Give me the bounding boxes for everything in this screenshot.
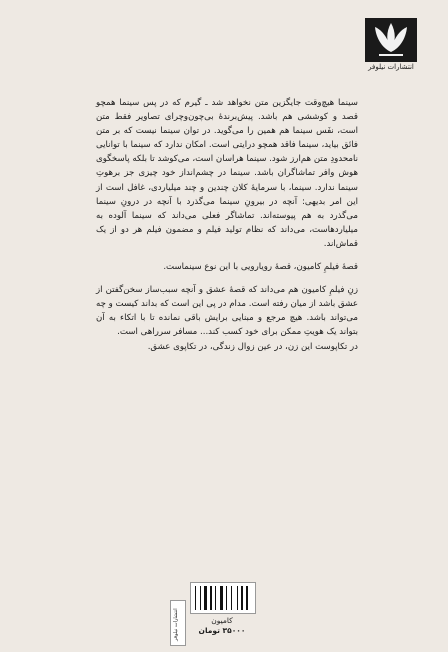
barcode-bar bbox=[226, 586, 227, 610]
back-cover-text bbox=[96, 96, 358, 354]
publisher-stamp: انتشارات نیلوفر bbox=[170, 600, 186, 646]
barcode-bar bbox=[195, 586, 196, 610]
barcode-bar bbox=[237, 586, 238, 610]
barcode bbox=[190, 582, 256, 614]
book-title: کامیون bbox=[211, 616, 233, 625]
barcode-bar bbox=[241, 586, 243, 610]
paragraph-3: زنِ فیلمِ کامیون هم می‌داند که قصهٔ عشق و آنچه سبب‌ساز سخن‌گفتن از عشق باشد از میان رفته است. مدام در پی این است که بداند کیست و چه می‌تواند باشد. هیچ مرجع و مبنایی برایش باقی نمانده تا با اتکاء به آن بتواند یک هویتِ ممکن برای خود کسب کند... مسافر سرراهی است. bbox=[96, 285, 358, 338]
barcode-bar bbox=[210, 586, 212, 610]
publisher-name: انتشارات نیلوفر bbox=[368, 63, 414, 71]
paragraph-2: قصهٔ فیلمِ کامیون، قصهٔ رویارویی با این نوع سینماست. bbox=[163, 262, 358, 273]
barcode-bar bbox=[215, 586, 216, 610]
publisher-logo bbox=[365, 18, 417, 62]
barcode-bar bbox=[220, 586, 223, 610]
price-label: ۳۵۰۰۰ تومان bbox=[198, 626, 246, 635]
barcode-bar bbox=[200, 586, 201, 610]
barcode-bar bbox=[231, 586, 232, 610]
barcode-bar bbox=[246, 586, 248, 610]
barcode-bar bbox=[204, 586, 207, 610]
lotus-flower-icon bbox=[365, 18, 417, 62]
paragraph-4: در تکاپوست این زن، در عین زوال زندگی، در تکاپوی عشق. bbox=[147, 341, 358, 352]
paragraph-1: سینما هیچ‌وقت جایگزین متن نخواهد شد ـ گیرم که در پس سینما همچو قصد و کوششی هم باشد. پیش‌برندهٔ بی‌چون‌وچرای تصاویر فقط متن است، نفَس سینما هم همین را می‌گوید. در توان سینما نیست که بر متن فائق بیاید، سینما فاقد همچو درایتی است. امکان ندارد که سینما با توانایی نامحدودِ متن هم‌ارز شود. سینما هراسان است، می‌کوشد تا بلکه پاسخگوی هوش وافر تماشاگران باشد. سینما در چشم‌انداز خود چیزی جز برهوتِ سینما ندارد. سینما، با سرمایهٔ کلان چندین و چند میلیاردی، غافل است از این امر بدیهی: آنچه در بیرونِ سینما می‌گذرد با آنچه در درونِ سینما می‌گذرد به هم پیوسته‌اند. تماشاگر فعلی می‌داند که سینما آلوده به میلیاردهاست، می‌داند که نظام تولید فیلم و مضمون فیلم هر دو از یک قماش‌اند. bbox=[96, 98, 358, 249]
